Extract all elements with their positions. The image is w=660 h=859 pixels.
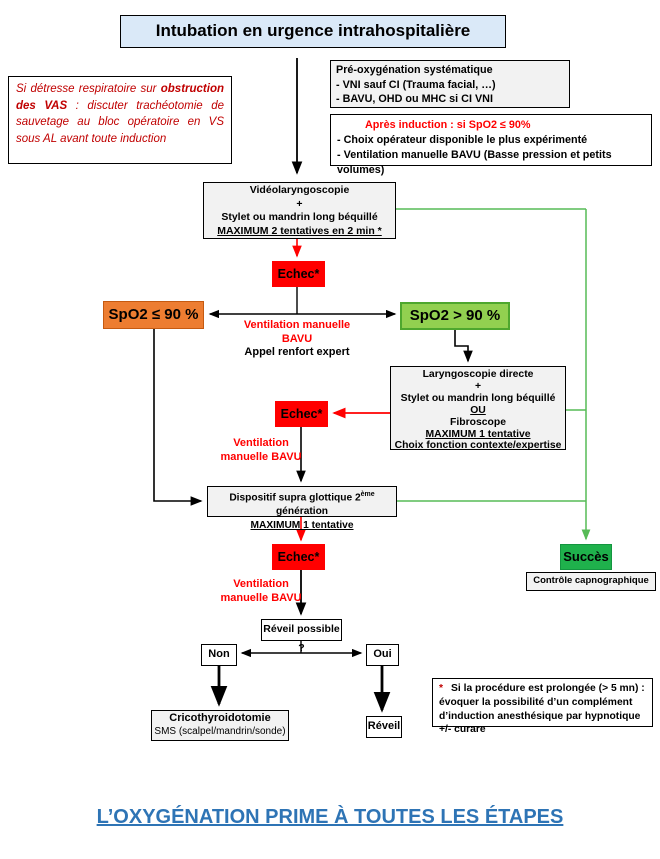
videolaryngoscopy-line: Vidéolaryngoscopie [249,184,350,196]
ventilation-note-line: manuelle BAVU [220,450,302,463]
echec-badge-1: Echec* [272,261,325,287]
non-box: Non [201,644,237,666]
footer-title: L’OXYGÉNATION PRIME À TOUTES LES ÉTAPES [96,806,564,828]
preoxygenation-item: - BAVU, OHD ou MHC si CI VNI [336,93,493,105]
post-induction-item: - Ventilation manuelle BAVU (Basse pression et petits volumes) [337,149,612,176]
cricothyroidotomy-box [151,710,289,741]
direct-laryngoscopy-line: Stylet ou mandrin long béquillé [400,392,556,404]
reveil-box: Réveil [366,716,402,738]
direct-laryngoscopy-max-attempts: MAXIMUM 1 tentative [425,428,531,440]
supraglottic-device-box [207,486,397,532]
ou-separator: OU [470,404,486,416]
warning-text-part3: : discuter trachéotomie de sauvetage au bloc opératoire en VS sous AL avant toute induction [16,99,224,145]
ventilation-note-line: BAVU [281,332,313,345]
ventilation-note-line: Ventilation [233,578,289,590]
direct-laryngoscopy-line: Fibroscope [449,416,506,428]
echec-badge-3: Echec* [272,544,325,570]
echec-badge-2: Echec* [275,401,328,427]
expert-backup-note: Appel renfort expert [244,346,350,358]
warning-text-part2: obstruction des VAS [16,83,224,112]
connector-spo2low-to-supraglottic [154,329,201,501]
cricothyroidotomy-title: Cricothyroidotomie [169,712,271,724]
supraglottic-max-attempts: MAXIMUM 1 tentative [250,520,354,532]
ventilation-note-2 [205,437,317,464]
cricothyroidotomy-method: SMS (scalpel/mandrin/sonde) [154,726,286,737]
preoxygenation-box [330,60,570,108]
supraglottic-device-line [208,488,396,519]
capnography-box: Contrôle capnographique [526,572,656,591]
ventilation-note-line: manuelle BAVU [220,591,302,604]
oui-box: Oui [366,644,399,666]
warning-text-part1: Si détresse respiratoire sur [16,83,161,95]
ventilation-note-1 [227,319,367,360]
preoxygenation-item: - VNI sauf CI (Trauma facial, …) [336,78,496,91]
succes-box: Succès [560,544,612,570]
connector-spo2high-to-laryngo [455,330,468,361]
plus-sign: + [296,197,303,210]
ventilation-note-3 [205,578,317,605]
page-title [120,15,506,48]
direct-laryngoscopy-box [390,366,566,450]
direct-laryngoscopy-line: Choix fonction contexte/expertise [394,440,562,452]
post-induction-box [330,114,652,176]
spo2-high-box: SpO2 > 90 % [400,302,510,330]
spo2-low-box: SpO2 ≤ 90 % [103,301,204,329]
videolaryngoscopy-max-attempts: MAXIMUM 2 tentatives en 2 min * [217,224,382,237]
direct-laryngoscopy-line: Laryngoscopie directe [422,369,534,380]
videolaryngoscopy-line: Stylet ou mandrin long béquillé [221,211,378,223]
plus-sign: + [474,380,482,392]
ventilation-note-line: Ventilation [233,437,289,449]
post-induction-title: Après induction : si SpO2 ≤ 90% [365,119,531,131]
footnote-text: Si la procédure est prolongée (> 5 mn) : évoquer la possibilité d’un complément d’induction anesthésique par hypnotique +/- curare [439,683,645,736]
supraglottic-text: génération [275,506,329,518]
ventilation-note-line: Ventilation manuelle [243,319,351,331]
page-title-text: Intubation en urgence intrahospitalière [155,21,471,40]
preoxygenation-title: Pré-oxygénation systématique [336,64,493,76]
was-obstruction-warning [8,76,232,164]
footnote-asterisk: * [439,683,444,694]
post-induction-item: - Choix opérateur disponible le plus expérimenté [337,134,588,146]
supraglottic-text: Dispositif supra glottique 2 [229,492,361,504]
supraglottic-superscript: ème [360,491,375,498]
reveil-question-box: Réveil possible ? [261,619,342,641]
footnote-box [432,678,653,736]
videolaryngoscopy-box [203,182,396,239]
